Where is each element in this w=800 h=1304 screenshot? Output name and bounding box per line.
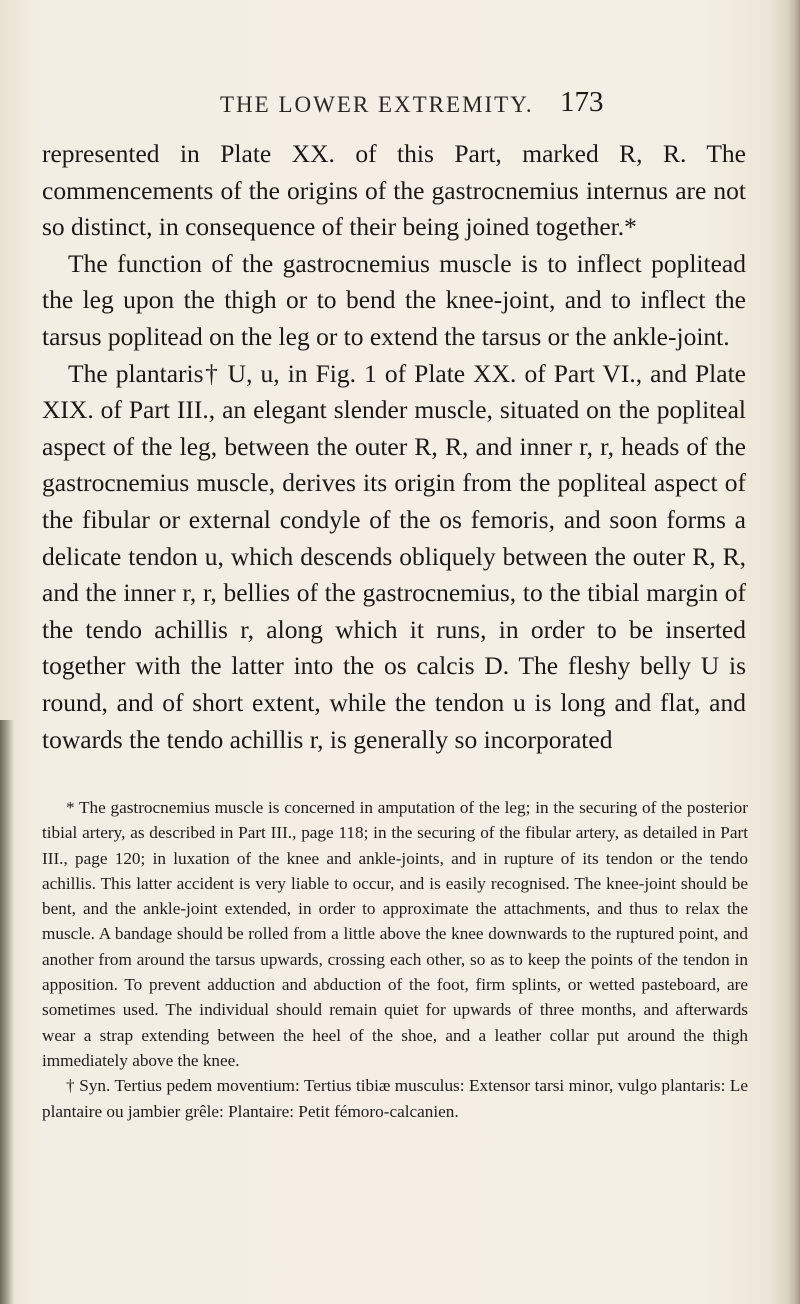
- page-number: 173: [560, 86, 604, 118]
- paragraph-gastrocnemius-origins: represented in Plate XX. of this Part, marked R, R. The commencements of the origins of the gastrocnemius internus are not so distinct, in consequence of their being joined together.*: [42, 139, 746, 242]
- binding-shadow: [0, 720, 14, 1304]
- paragraph-gastrocnemius-function: The function of the gastrocnemius muscle is to inflect poplitead the leg upon the thigh or to bend the knee-joint, and to inflect the tarsus poplitead on the leg or to extend the tarsus or the ankle-joint.: [42, 248, 746, 351]
- footnote-star: * The gastrocnemius muscle is concerned in amputation of the leg; in the securing of the posterior tibial artery, as described in Part III., page 118; in the securing of the fibular artery, as detailed in Part III., page 120; in luxation of the knee and ankle-joints, and in rupture of its tendon or the tendo achillis. This latter accident is very liable to occur, and is easily recognised. The knee-joint should be bent, and the ankle-joint extended, in order to approximate the attachments, and thus to relax the muscle. A bandage should be rolled from a little above the knee downwards to the ruptured point, and another from around the tarsus upwards, crossing each other, so as to keep the points of the tendon in apposition. To prevent adduction and abduction of the foot, firm splints, or wetted pasteboard, are sometimes used. The individual should remain quiet for upwards of three months, and afterwards wear a strap extending between the heel of the shoe, and a leather collar put around the thigh immediately above the knee.: [42, 798, 748, 1070]
- running-title: THE LOWER EXTREMITY.: [220, 92, 534, 117]
- main-text: [42, 136, 746, 758]
- running-head: [220, 86, 720, 132]
- footnote-dagger: † Syn. Tertius pedem moventium: Tertius tibiæ musculus: Extensor tarsi minor, vulgo plantaris: Le plantaire ou jambier grêle: Plantaire: Petit fémoro-calcanien.: [42, 1076, 748, 1121]
- footnotes: [42, 795, 748, 1124]
- page-edge-shadow: [788, 0, 800, 1304]
- paragraph-plantaris: The plantaris† U, u, in Fig. 1 of Plate XX. of Part VI., and Plate XIX. of Part III., an elegant slender muscle, situated on the popliteal aspect of the leg, between the outer R, R, and inner r, r, heads of the gastrocnemius muscle, derives its origin from the popliteal aspect of the fibular or external condyle of the os femoris, and soon forms a delicate tendon u, which descends obliquely between the outer R, R, and the inner r, r, bellies of the gastrocnemius, to the tibial margin of the tendo achillis r, along which it runs, in order to be inserted together with the latter into the os calcis D. The fleshy belly U is round, and of short extent, while the tendon u is long and flat, and towards the tendo achillis r, is generally so incorporated: [42, 358, 746, 754]
